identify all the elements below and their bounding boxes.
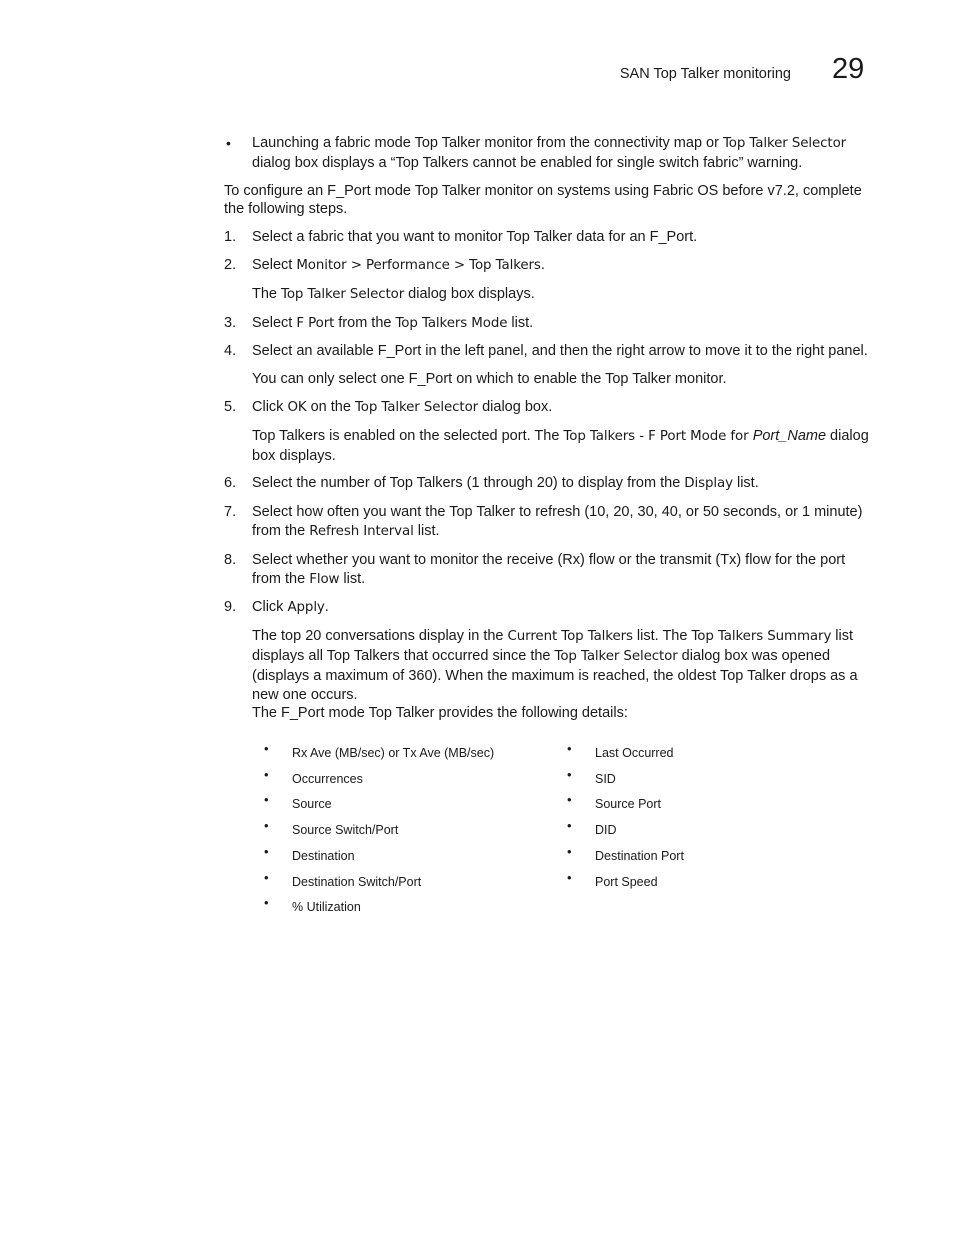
- step-1: 1. Select a fabric that you want to monitor Top Talker data for an F_Port.: [224, 229, 698, 246]
- bullet-icon: •: [226, 135, 231, 151]
- step-3: 3. Select F Port from the Top Talkers Mode list.: [224, 314, 534, 331]
- configure-paragraph: To configure an F_Port mode Top Talker monitor on systems using Fabric OS before v7.2, complete the following steps.: [224, 182, 862, 218]
- step-5: 5. Click OK on the Top Talker Selector dialog box.: [224, 398, 553, 415]
- details-intro: The F_Port mode Top Talker provides the following details:: [252, 705, 628, 722]
- bullet-icon: •: [567, 741, 572, 756]
- step-4-note: You can only select one F_Port on which to enable the Top Talker monitor.: [252, 371, 727, 388]
- step-6: 6. Select the number of Top Talkers (1 through 20) to display from the Display list.: [224, 475, 759, 492]
- step-9-result: The top 20 conversations display in the Current Top Talkers list. The Top Talkers Summary list displays all Top Talkers that occurred since the Top Talker Selector dialog box was opened (displays a maximum of 360). When the maximum is reached, the oldest Top Talker drops as a new one occurs.: [252, 628, 858, 703]
- bullet-icon: •: [567, 766, 572, 782]
- step-2-result: The Top Talker Selector dialog box displays.: [252, 285, 535, 302]
- step-9: 9. Click Apply.: [224, 599, 329, 616]
- bullet-icon: •: [264, 843, 269, 859]
- chapter-number: 29: [832, 53, 865, 85]
- step-4: 4. Select an available F_Port in the left panel, and then the right arrow to move it to the right panel.: [224, 343, 868, 360]
- bullet-icon: •: [264, 818, 269, 834]
- bullet-icon: •: [567, 818, 572, 834]
- bullet-icon: •: [567, 843, 572, 859]
- section-title: SAN Top Talker monitoring: [619, 66, 791, 82]
- main-content: [224, 134, 872, 723]
- bullet-icon: •: [567, 869, 572, 885]
- bullet-icon: •: [264, 792, 269, 808]
- bullet-icon: •: [264, 869, 269, 885]
- bullet-icon: •: [264, 741, 269, 756]
- page-header: [0, 53, 954, 88]
- intro-bullet: • Launching a fabric mode Top Talker monitor from the connectivity map or Top Talker Selector dialog box displays a “Top Talkers cannot be enabled for single switch fabric” warning.: [226, 135, 847, 171]
- bullet-icon: •: [264, 895, 269, 911]
- step-5-result: Top Talkers is enabled on the selected port. The Top Talkers - F Port Mode for Port_Name dialog box displays.: [252, 427, 869, 464]
- bullet-icon: •: [567, 792, 572, 808]
- bullet-icon: •: [264, 766, 269, 782]
- step-8: 8. Select whether you want to monitor the receive (Rx) flow or the transmit (Tx) flow for the port from the Flow list.: [224, 551, 846, 587]
- step-7: 7. Select how often you want the Top Talker to refresh (10, 20, 30, 40, or 50 seconds, or 1 minute) from the Refresh Interval list.: [224, 504, 863, 539]
- step-2: 2. Select Monitor > Performance > Top Talkers.: [224, 256, 545, 273]
